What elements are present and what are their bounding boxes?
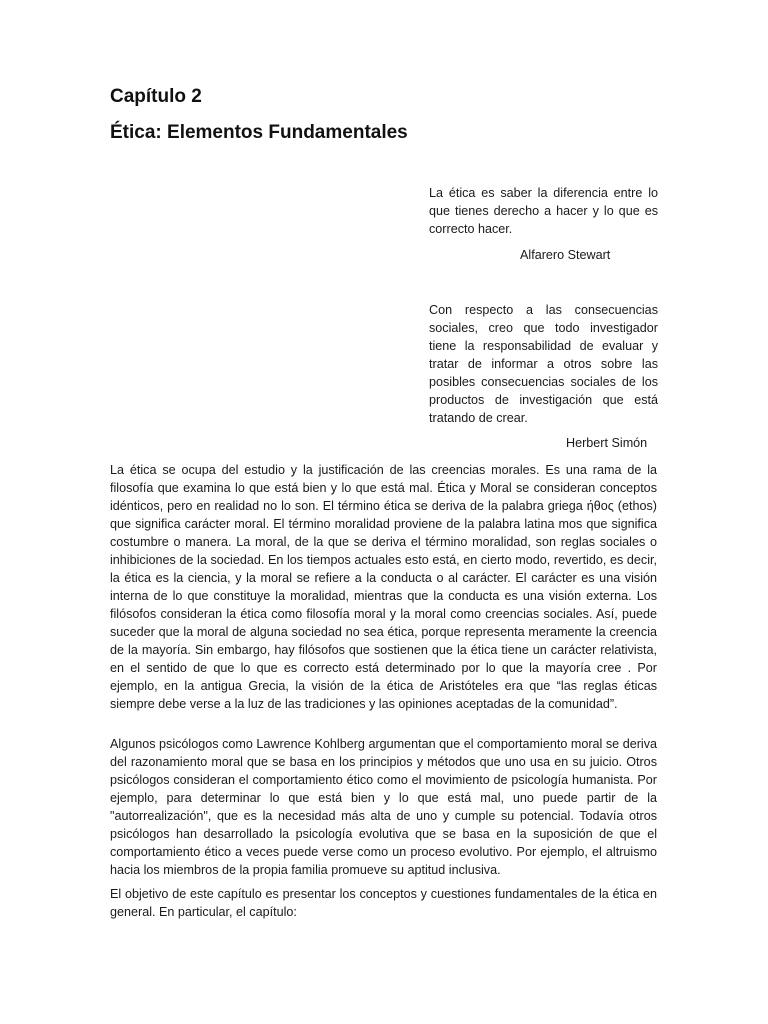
chapter-title: Ética: Elementos Fundamentales bbox=[110, 122, 408, 143]
epigraph-author-1: Alfarero Stewart bbox=[520, 248, 611, 262]
epigraph-quote-1: La ética es saber la diferencia entre lo que tienes derecho a hacer y lo que es correcto hacer. bbox=[429, 186, 658, 236]
body-paragraph-2: Algunos psicólogos como Lawrence Kohlberg argumentan que el comportamiento moral se deriva del razonamiento moral que se basa en los principios y métodos que uno usa en su juicio. Otros psicólogos consideran el comportamiento ético como el movimiento de psicología humanista. Por ejemplo, para determinar lo que está bien y lo que está mal, uno puede partir de la "autorrealización", que es la necesidad más alta de uno y cumple su potencial. Todavía otros psicólogos han desarrollado la psicología evolutiva que se basa en la suposición de que el comportamiento ético a veces puede verse como un proceso evolutivo. Por ejemplo, el altruismo hacia los miembros de la propia familia promueve su aptitud inclusiva. bbox=[110, 737, 657, 877]
body-paragraph-1: La ética se ocupa del estudio y la justificación de las creencias morales. Es una rama de la filosofía que examina lo que está bien y lo que está mal. Ética y Moral se consideran conceptos idénticos, pero en realidad no lo son. El término ética se deriva de la palabra griega ήθος (ethos) que significa carácter moral. El término moralidad proviene de la palabra latina mos que significa costumbre o manera. La moral, de la que se deriva el término moralidad, son reglas sociales o inhibiciones de la sociedad. En los tiempos actuales esto está, en cierto modo, revertido, es decir, la ética es la ciencia, y la moral se refiere a la conducta o al carácter. El carácter es una visión interna de lo que constituye la moralidad, mientras que la conducta es una visión externa. Los filósofos consideran la ética como filosofía moral y la moral como creencias sociales. Así, puede suceder que la moral de alguna sociedad no sea ética, porque representa meramente la creencia de la mayoría. Sin embargo, hay filósofos que sostienen que la ética tiene un carácter relativista, en el sentido de que lo que es correcto está determinado por lo que la mayoría cree . Por ejemplo, en la antigua Grecia, la visión de la ética de Aristóteles era que “las reglas éticas siempre debe verse a la luz de las tradiciones y las opiniones aceptadas de la comunidad”. bbox=[110, 463, 657, 711]
chapter-label: Capítulo 2 bbox=[110, 86, 202, 107]
body-paragraph-3: El objetivo de este capítulo es presentar los conceptos y cuestiones fundamentales de la ética en general. En particular, el capítulo: bbox=[110, 887, 657, 919]
epigraph-author-2: Herbert Simón bbox=[566, 436, 648, 450]
epigraph-quote-2: Con respecto a las consecuencias sociales, creo que todo investigador tiene la responsabilidad de evaluar y tratar de informar a otros sobre las posibles consecuencias sociales de los productos de investigación que está tratando de crear. bbox=[429, 303, 658, 425]
